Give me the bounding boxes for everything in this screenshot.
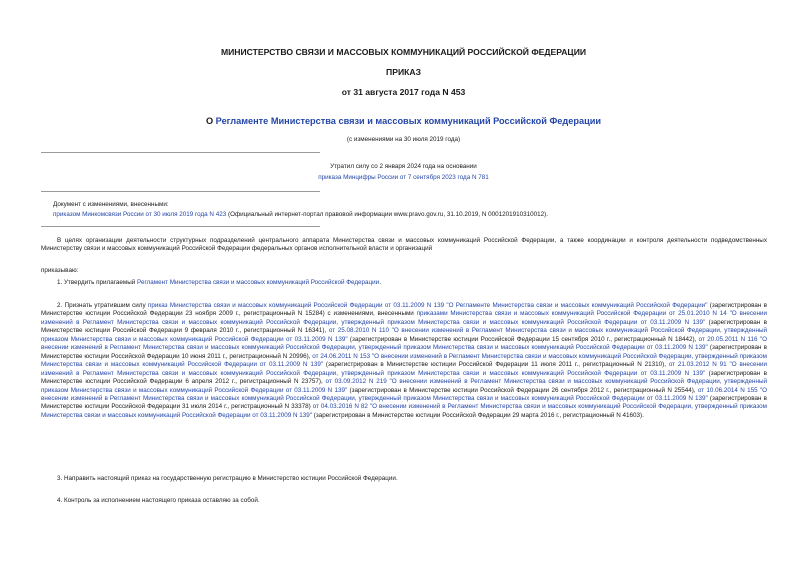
doc-type-heading: ПРИКАЗ [386,67,421,77]
p2-text: (зарегистрирован в Министерстве юстиции Российской Федерации 31 июля 2014 г., регистрационный N 33378) [41,394,767,411]
changes-tail: (Официальный интернет-портал правовой информации www.pravo.gov.ru, 31.10.2019, N 0001201910310012). [226,211,549,218]
p2-text: 2. Признать утратившим силу [57,302,148,309]
p1-text: 1. Утвердить прилагаемый [57,279,138,286]
p2-link[interactable]: приказ Министерства связи и массовых коммуникаций Российской Федерации от 03.11.2009 N 139 "О Регламенте Министерства связи и массовых коммуникаций Российской Федерации" [147,302,708,309]
p2-text: (зарегистрирован в Министерстве юстиции Российской Федерации 29 марта 2016 г., регистрационный N 41603). [312,411,644,419]
paragraph-2 [41,302,767,420]
p2-text: (зарегистрирован в Министерстве юстиции Российской Федерации 9 февраля 2010 г., регистрационный N 16341), [41,318,767,335]
p2-text: (зарегистрирован в Министерстве юстиции Российской Федерации 23 ноября 2009 г., регистрационный N 15284) с изменениями, внесенными [41,302,767,318]
paragraph-1 [41,279,767,287]
title-prefix: О [205,116,216,126]
p2-text: (зарегистрирован в Министерстве юстиции Российской Федерации 11 июля 2011 г., регистрационный N 21310), [323,361,669,369]
p2-text: (зарегистрирован в Министерстве юстиции Российской Федерации 26 сентября 2012 г., регистрационный N 25544), [347,386,698,394]
p2-text: (зарегистрирован в Министерстве юстиции Российской Федерации 6 апреля 2012 г., регистрационный N 23757), [41,369,767,386]
paragraph-4: 4. Контроль за исполнением настоящего приказа оставляю за собой. [57,497,260,504]
p2-text: (зарегистрирован в Министерстве юстиции Российской Федерации 10 июня 2011 г., регистрационный N 20996), [41,344,767,360]
changes-note: (с изменениями на 30 июля 2019 года) [346,136,461,143]
order-word: приказываю: [41,267,79,274]
p2-link[interactable]: от 20.05.2011 N 116 "О внесении изменений в Регламент Министерства связи и массовых коммуникаций Российской Федерации, утвержденный приказом Министерства связи и массовых коммуникаций Российской Федерации от 03.11.2009 N 139" [41,335,767,352]
status-line: Утратил силу со 2 января 2024 года на основании [330,163,477,170]
p1-link[interactable]: Регламент Министерства связи и массовых коммуникаций Российской Федерации [137,279,380,286]
preamble: В целях организации деятельности структурных подразделений центрального аппарата Министерства связи и массовых коммуникаций Российской Федерации, а также координации и контроля деятельности подведомственных Министерству связи и массовых коммуникаций Российской Федерации федеральных органов исполнительной власти и организаций [41,237,767,253]
changes-line [53,211,783,219]
changes-link[interactable]: приказом Минкомсвязи России от 30 июля 2019 года N 423 [53,211,227,218]
changes-intro: Документ с изменениями, внесенными: [53,201,169,208]
p1-end: . [379,279,381,286]
p2-link[interactable]: от 04.03.2016 N 82 "О внесении изменений в Регламент Министерства связи и массовых коммуникаций Российской Федерации, утвержденный приказом Министерства связи и массовых коммуникаций Российской Федерации от 03.11.2009 N 139" [41,403,767,419]
status-link[interactable]: приказа Минцифры России от 7 сентября 2023 года N 781 [318,174,489,181]
divider [41,191,320,192]
p2-link[interactable]: от 10.06.2014 N 155 "О внесении изменений в Регламент Министерства связи и массовых коммуникаций Российской Федерации, утвержденный приказом Министерства связи и массовых коммуникаций Российской Федерации от 03.11.2009 N 139" [41,386,768,402]
p2-link[interactable]: приказами Министерства связи и массовых коммуникаций Российской Федерации от 25.01.2010 N 14 "О внесении изменений в Регламент Министерства связи и массовых коммуникаций Российской Федерации, утвержденный приказом Министерства связи и массовых коммуникаций Российской Федерации от 03.11.2009 N 139" [41,310,767,326]
date-number-heading: от 31 августа 2017 года N 453 [341,87,466,97]
title-link[interactable]: Регламенте Министерства связи и массовых коммуникаций Российской Федерации [215,116,602,126]
p2-link[interactable]: от 24.06.2011 N 153 "О внесении изменений в Регламент Министерства связи и массовых коммуникаций Российской Федерации, утвержденный приказом Министерства связи и массовых коммуникаций Российской Федерации от 03.11.2009 N 139" [41,352,767,369]
p2-link[interactable]: от 25.08.2010 N 110 "О внесении изменений в Регламент Министерства связи и массовых коммуникаций Российской Федерации, утвержденный приказом Министерства связи и массовых коммуникаций Российской Федерации от 03.11.2009 N 139" [41,327,768,343]
document-title [0,116,807,126]
p2-link[interactable]: от 21.03.2012 N 91 "О внесении изменений в Регламент Министерства связи и массовых коммуникаций Российской Федерации, утвержденный приказом Министерства связи и массовых коммуникаций Российской Федерации от 03.11.2009 N 139" [41,361,768,377]
divider [41,152,320,153]
paragraph-3: 3. Направить настоящий приказ на государственную регистрацию в Министерство юстиции Российской Федерации. [57,475,398,482]
p2-link[interactable]: от 03.09.2012 N 219 "О внесении изменений в Регламент Министерства связи и массовых коммуникаций Российской Федерации, утвержденный приказом Министерства связи и массовых коммуникаций Российской Федерации от 03.11.2009 N 139" [41,378,767,394]
p2-text: (зарегистрирован в Министерстве юстиции Российской Федерации 15 сентября 2010 г., регистрационный N 18442), [347,335,699,343]
divider [41,226,320,227]
ministry-heading: МИНИСТЕРСТВО СВЯЗИ И МАССОВЫХ КОММУНИКАЦИЙ РОССИЙСКОЙ ФЕДЕРАЦИИ [220,47,587,57]
